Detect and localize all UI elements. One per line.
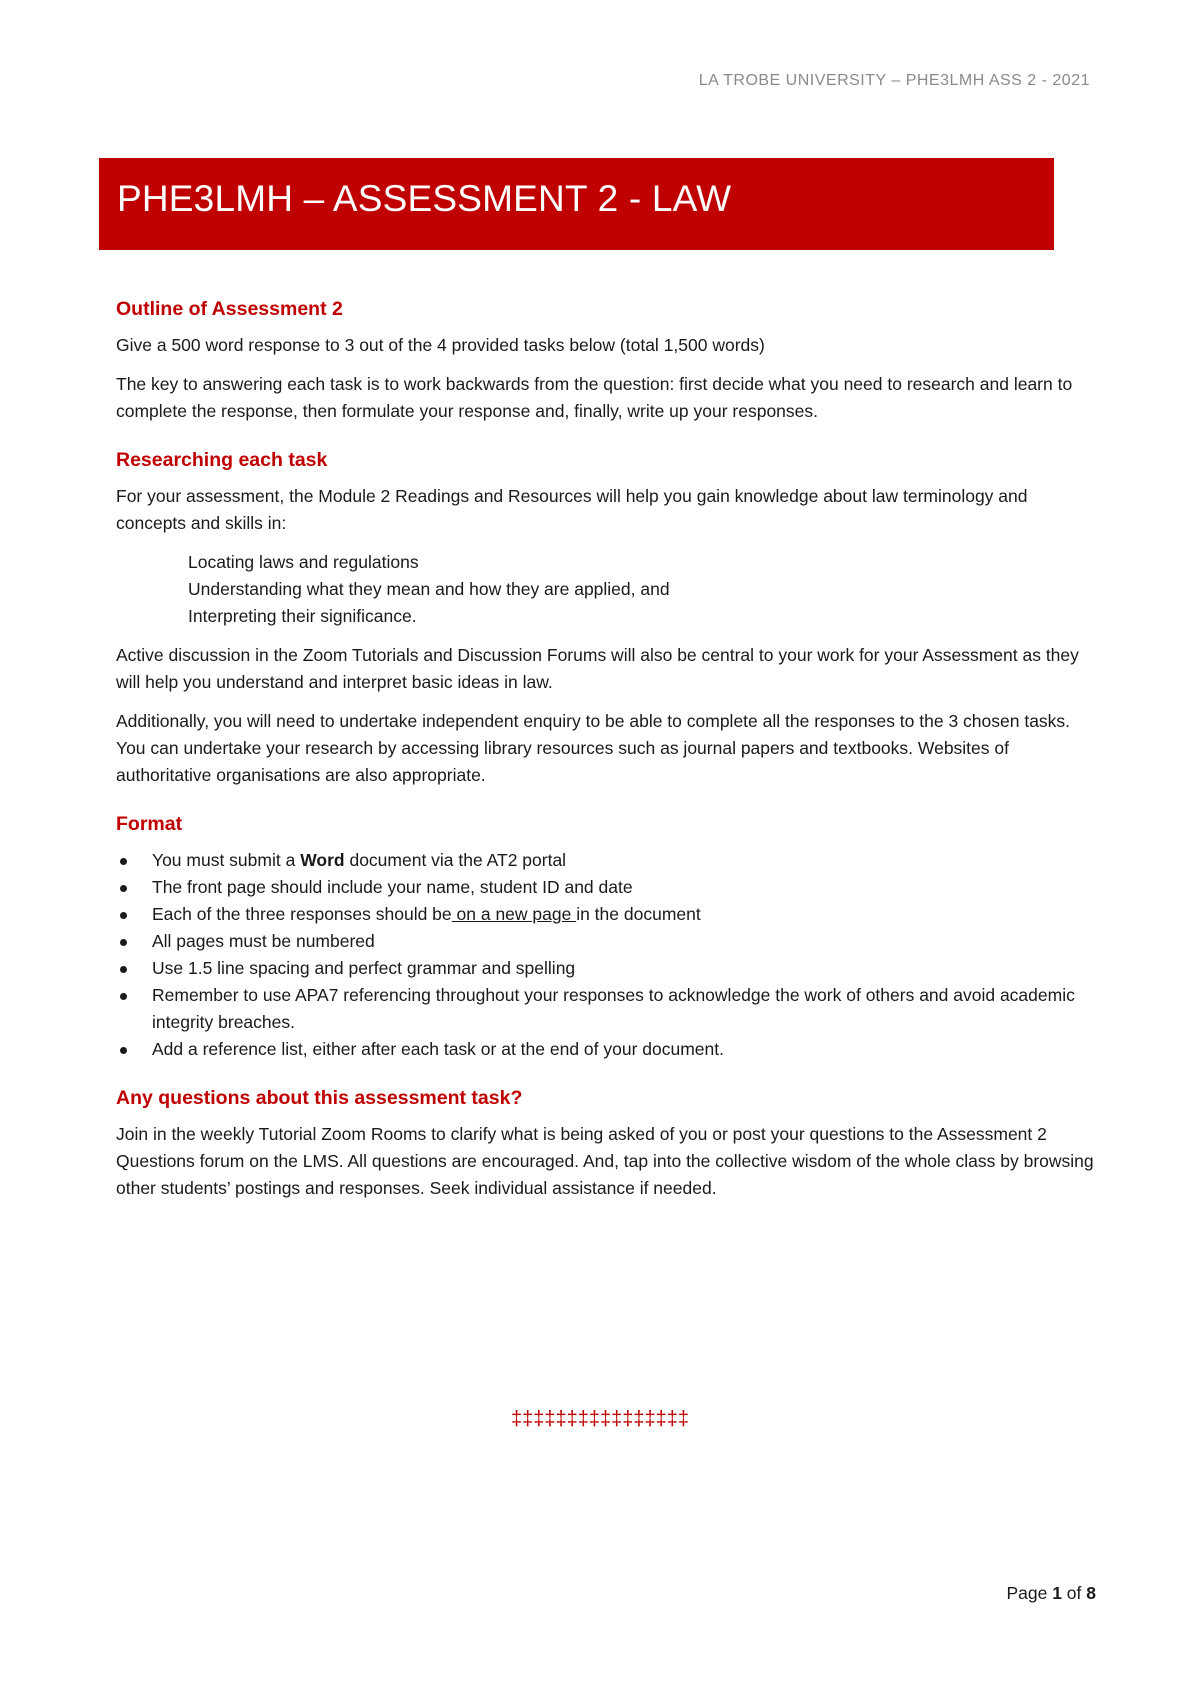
questions-heading: Any questions about this assessment task?: [116, 1087, 523, 1109]
research-paragraph-2: Active discussion in the Zoom Tutorials and Discussion Forums will also be central to your work for your Assessment as they will help you understand and interpret basic ideas in law.: [116, 645, 1079, 692]
bullet-dot-icon: [120, 858, 127, 865]
list-item: The front page should include your name, student ID and date: [116, 874, 1096, 901]
list-item: Add a reference list, either after each task or at the end of your document.: [116, 1036, 1096, 1063]
list-item: Each of the three responses should be on a new page in the document: [116, 901, 1096, 928]
list-item: You must submit a Word document via the AT2 portal: [116, 847, 1096, 874]
outline-section: [116, 296, 1096, 425]
running-header: LA TROBE UNIVERSITY – PHE3LMH ASS 2 - 2021: [698, 72, 1090, 89]
outline-heading: Outline of Assessment 2: [116, 298, 343, 320]
bullet-dot-icon: [120, 939, 127, 946]
document-body: [116, 296, 1096, 1224]
bullet-dot-icon: [120, 885, 127, 892]
research-paragraph-3: Additionally, you will need to undertake independent enquiry to be able to complete all the responses to the 3 chosen tasks. You can undertake your research by accessing library resources such as journal papers and textbooks. Websites of authoritative organisations are also appropriate.: [116, 711, 1071, 785]
format-heading: Format: [116, 813, 183, 835]
title-banner: [99, 158, 1054, 250]
page-number: Page 1 of 8: [1006, 1583, 1096, 1603]
research-heading: Researching each task: [116, 449, 328, 471]
list-item: Locating laws and regulations: [188, 552, 419, 572]
bullet-dot-icon: [120, 1047, 127, 1054]
bullet-dot-icon: [120, 966, 127, 973]
bullet-dot-icon: [120, 912, 127, 919]
questions-paragraph: Join in the weekly Tutorial Zoom Rooms to clarify what is being asked of you or post your questions to the Assessment 2 Questions forum on the LMS. All questions are encouraged. And, tap into the collective wisdom of the whole class by browsing other students’ postings and responses. Seek individual assistance if needed.: [116, 1124, 1094, 1198]
section-divider: ‡‡‡‡‡‡‡‡‡‡‡‡‡‡‡‡: [511, 1408, 689, 1430]
list-item: All pages must be numbered: [116, 928, 1096, 955]
bullet-dot-icon: [120, 993, 127, 1000]
research-section: [116, 447, 1096, 789]
questions-section: [116, 1085, 1096, 1202]
list-item: Understanding what they mean and how they are applied, and: [188, 579, 670, 599]
format-list: [116, 847, 1096, 1063]
research-paragraph-1: For your assessment, the Module 2 Readings and Resources will help you gain knowledge about law terminology and concepts and skills in:: [116, 486, 1028, 533]
outline-paragraph-1: Give a 500 word response to 3 out of the 4 provided tasks below (total 1,500 words): [116, 335, 765, 355]
list-item: Use 1.5 line spacing and perfect grammar and spelling: [116, 955, 1096, 982]
page-title: PHE3LMH – ASSESSMENT 2 - LAW: [117, 178, 732, 219]
format-section: [116, 811, 1096, 1063]
list-item: Interpreting their significance.: [188, 606, 417, 626]
skills-list: [116, 549, 1096, 630]
outline-paragraph-2: The key to answering each task is to work backwards from the question: first decide what you need to research and learn to complete the response, then formulate your response and, finally, write up your responses.: [116, 374, 1073, 421]
list-item: Remember to use APA7 referencing throughout your responses to acknowledge the work of others and avoid academic integrity breaches.: [116, 982, 1096, 1036]
